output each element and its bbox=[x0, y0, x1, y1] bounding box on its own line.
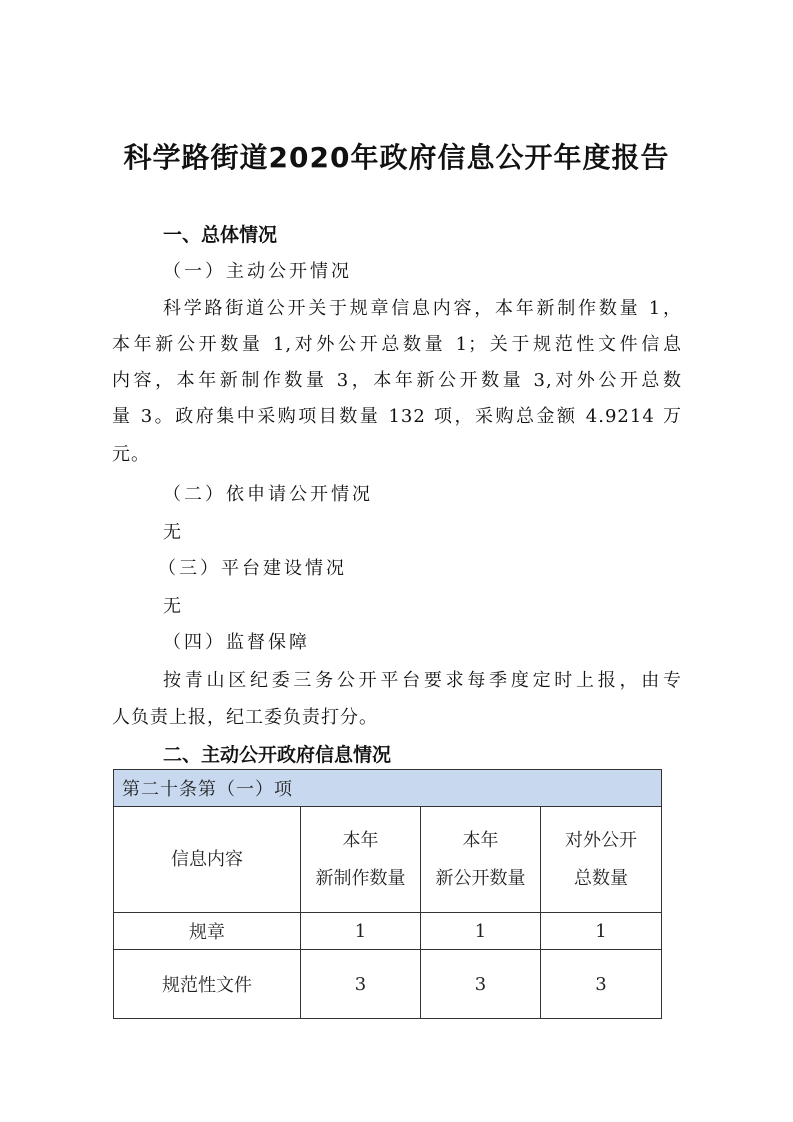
paragraph-line: 按青山区纪委三务公开平台要求每季度定时上报，由专 bbox=[163, 670, 682, 691]
row-name: 规范性文件 bbox=[114, 950, 301, 1019]
header-total: 对外公开 总数量 bbox=[541, 807, 662, 913]
sub1-heading: （一）主动公开情况 bbox=[163, 261, 352, 282]
section2-heading: 二、主动公开政府信息情况 bbox=[163, 744, 392, 766]
header-new-made: 本年 新制作数量 bbox=[301, 807, 421, 913]
sub4-heading: （四）监督保障 bbox=[163, 632, 310, 653]
table-header-row bbox=[114, 807, 662, 913]
row-total: 1 bbox=[541, 913, 662, 950]
table-row bbox=[114, 950, 662, 1019]
row-new-public: 1 bbox=[421, 913, 541, 950]
info-table bbox=[113, 769, 662, 1019]
page-title: 科学路街道2020年政府信息公开年度报告 bbox=[123, 141, 670, 174]
table-caption: 第二十条第（一）项 bbox=[114, 770, 662, 807]
sub3-heading: （三）平台建设情况 bbox=[158, 558, 347, 579]
header-content: 信息内容 bbox=[114, 807, 301, 913]
paragraph-line: 本年新公开数量 1,对外公开总数量 1；关于规范性文件信息 bbox=[112, 334, 682, 355]
paragraph-line: 内容，本年新制作数量 3，本年新公开数量 3,对外公开总数 bbox=[112, 370, 682, 391]
sub3-text: 无 bbox=[163, 596, 181, 617]
row-new-public: 3 bbox=[421, 950, 541, 1019]
row-new-made: 1 bbox=[301, 913, 421, 950]
sub2-heading: （二）依申请公开情况 bbox=[163, 484, 373, 505]
row-total: 3 bbox=[541, 950, 662, 1019]
sub2-text: 无 bbox=[163, 522, 181, 543]
paragraph-line: 人负责上报，纪工委负责打分。 bbox=[112, 707, 378, 728]
row-new-made: 3 bbox=[301, 950, 421, 1019]
row-name: 规章 bbox=[114, 913, 301, 950]
paragraph-line: 量 3。政府集中采购项目数量 132 项，采购总金额 4.9214 万 bbox=[112, 406, 682, 427]
table-row bbox=[114, 913, 662, 950]
paragraph-line: 元。 bbox=[112, 444, 150, 465]
section1-heading: 一、总体情况 bbox=[163, 224, 278, 246]
paragraph-line: 科学路街道公开关于规章信息内容，本年新制作数量 1， bbox=[163, 298, 682, 319]
header-new-public: 本年 新公开数量 bbox=[421, 807, 541, 913]
